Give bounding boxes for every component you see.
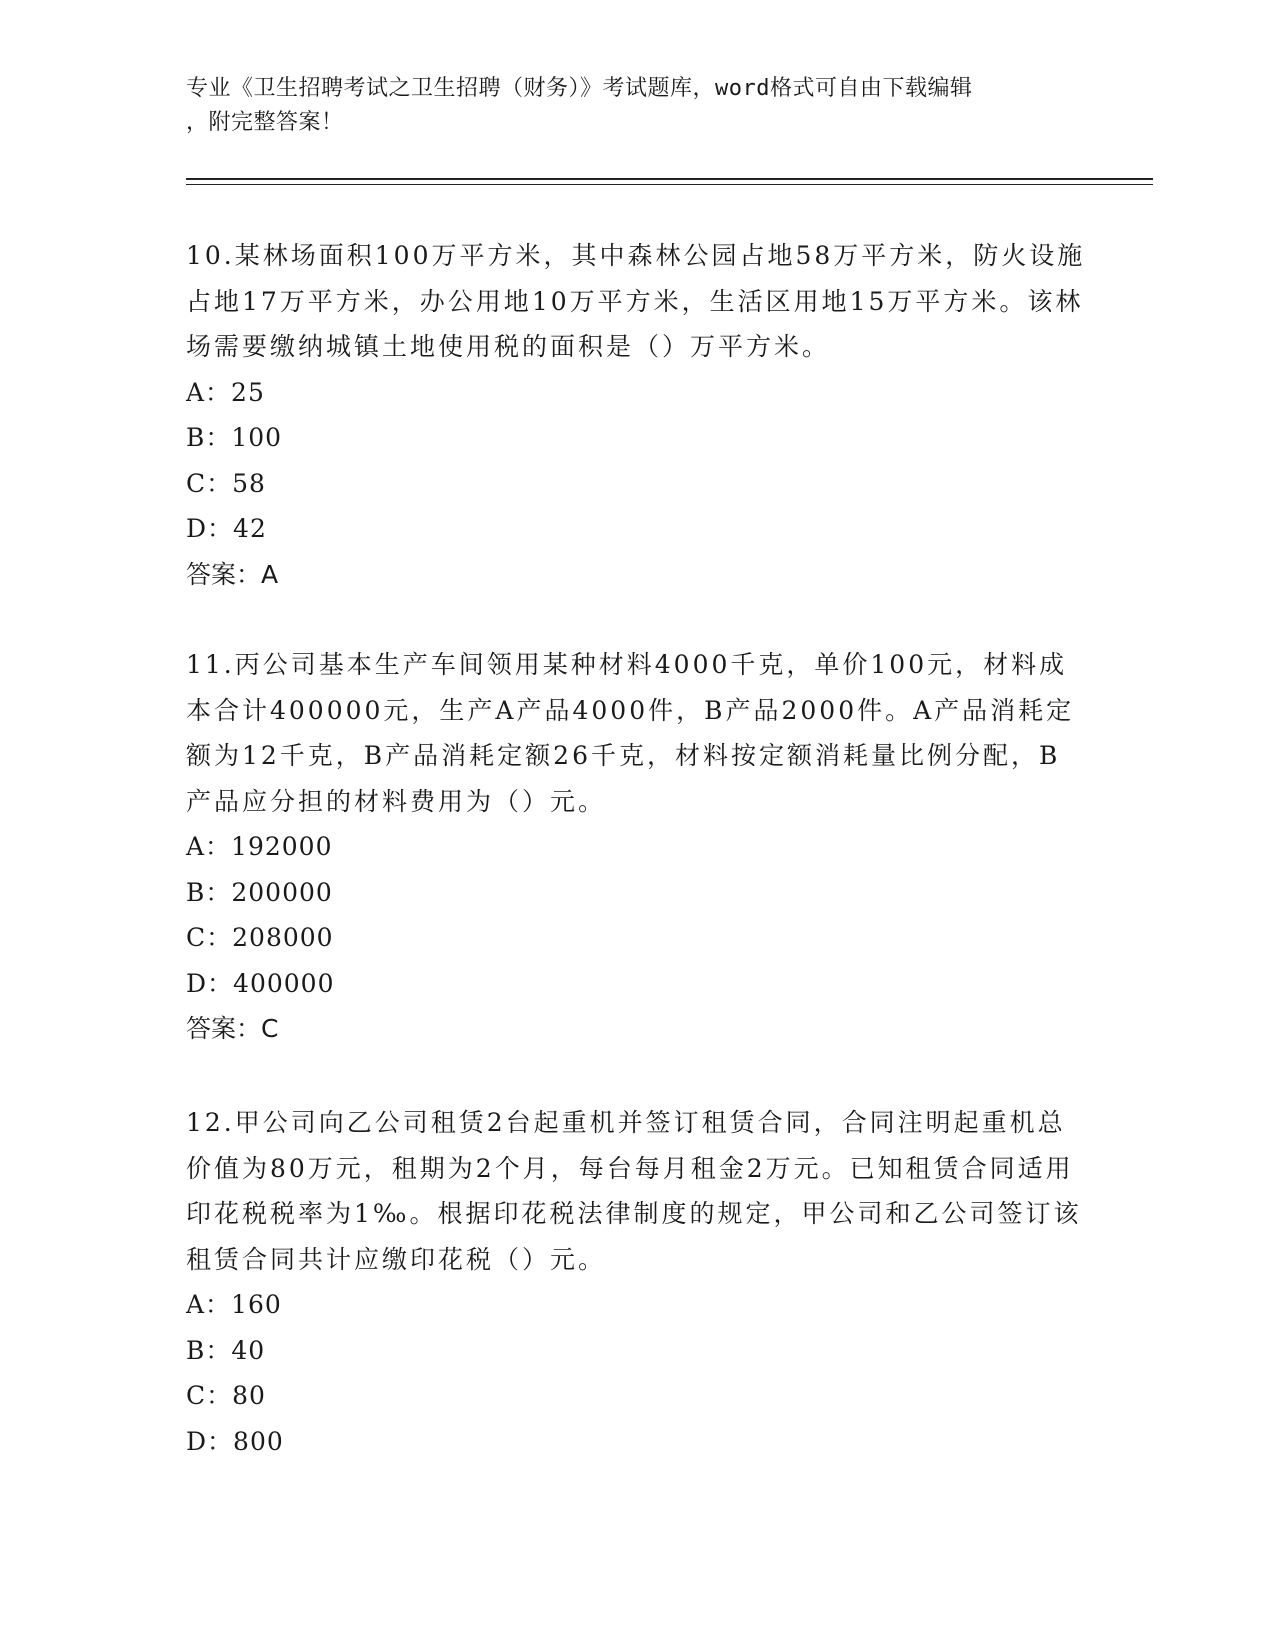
question-text: 10.某林场面积100万平方米，其中森林公园占地58万平方米，防火设施占地17万平方米，办公用地10万平方米，生活区用地15万平方米。该林场需要缴纳城镇土地使用税的面积是（）万平方米。: [186, 241, 1086, 361]
option-b: B：200000: [186, 877, 333, 907]
option-c: C：208000: [186, 923, 334, 952]
option-c: C：80: [186, 1381, 266, 1410]
option-b: B：100: [186, 423, 283, 452]
option-d: D：400000: [186, 968, 335, 998]
question-text: 11.丙公司基本生产车间领用某种材料4000千克，单价100元，材料成本合计400000元，生产A产品4000件，B产品2000件。A产品消耗定额为12千克，B产品消耗定额26千克，材料按定额消耗量比例分配，B产品应分担的材料费用为（）元。: [186, 650, 1075, 816]
option-d: D：42: [186, 514, 267, 543]
question-12: [186, 1100, 1086, 1464]
option-d: D：800: [186, 1426, 284, 1456]
header-divider-thick: [186, 178, 1153, 180]
option-a: A：192000: [186, 832, 333, 861]
option-a: A：25: [186, 377, 265, 407]
answer: 答案：A: [186, 559, 279, 589]
option-c: C：58: [186, 468, 266, 498]
answer: 答案：C: [186, 1014, 279, 1043]
header-line-2: ，附完整答案！: [186, 110, 344, 135]
question-11: [186, 642, 1086, 1052]
header-line-1: 专业《卫生招聘考试之卫生招聘（财务）》考试题库，word格式可自由下载编辑: [186, 76, 973, 101]
document-header: [186, 72, 1086, 140]
question-10: [186, 233, 1086, 598]
header-divider-thin: [186, 184, 1153, 185]
question-text: 12.甲公司向乙公司租赁2台起重机并签订租赁合同，合同注明起重机总价值为80万元，租期为2个月，每台每月租金2万元。已知租赁合同适用印花税税率为1‰。根据印花税法律制度的规定，甲公司和乙公司签订该租赁合同共计应缴印花税（）元。: [186, 1108, 1082, 1274]
option-a: A：160: [186, 1290, 282, 1319]
option-b: B：40: [186, 1335, 266, 1365]
